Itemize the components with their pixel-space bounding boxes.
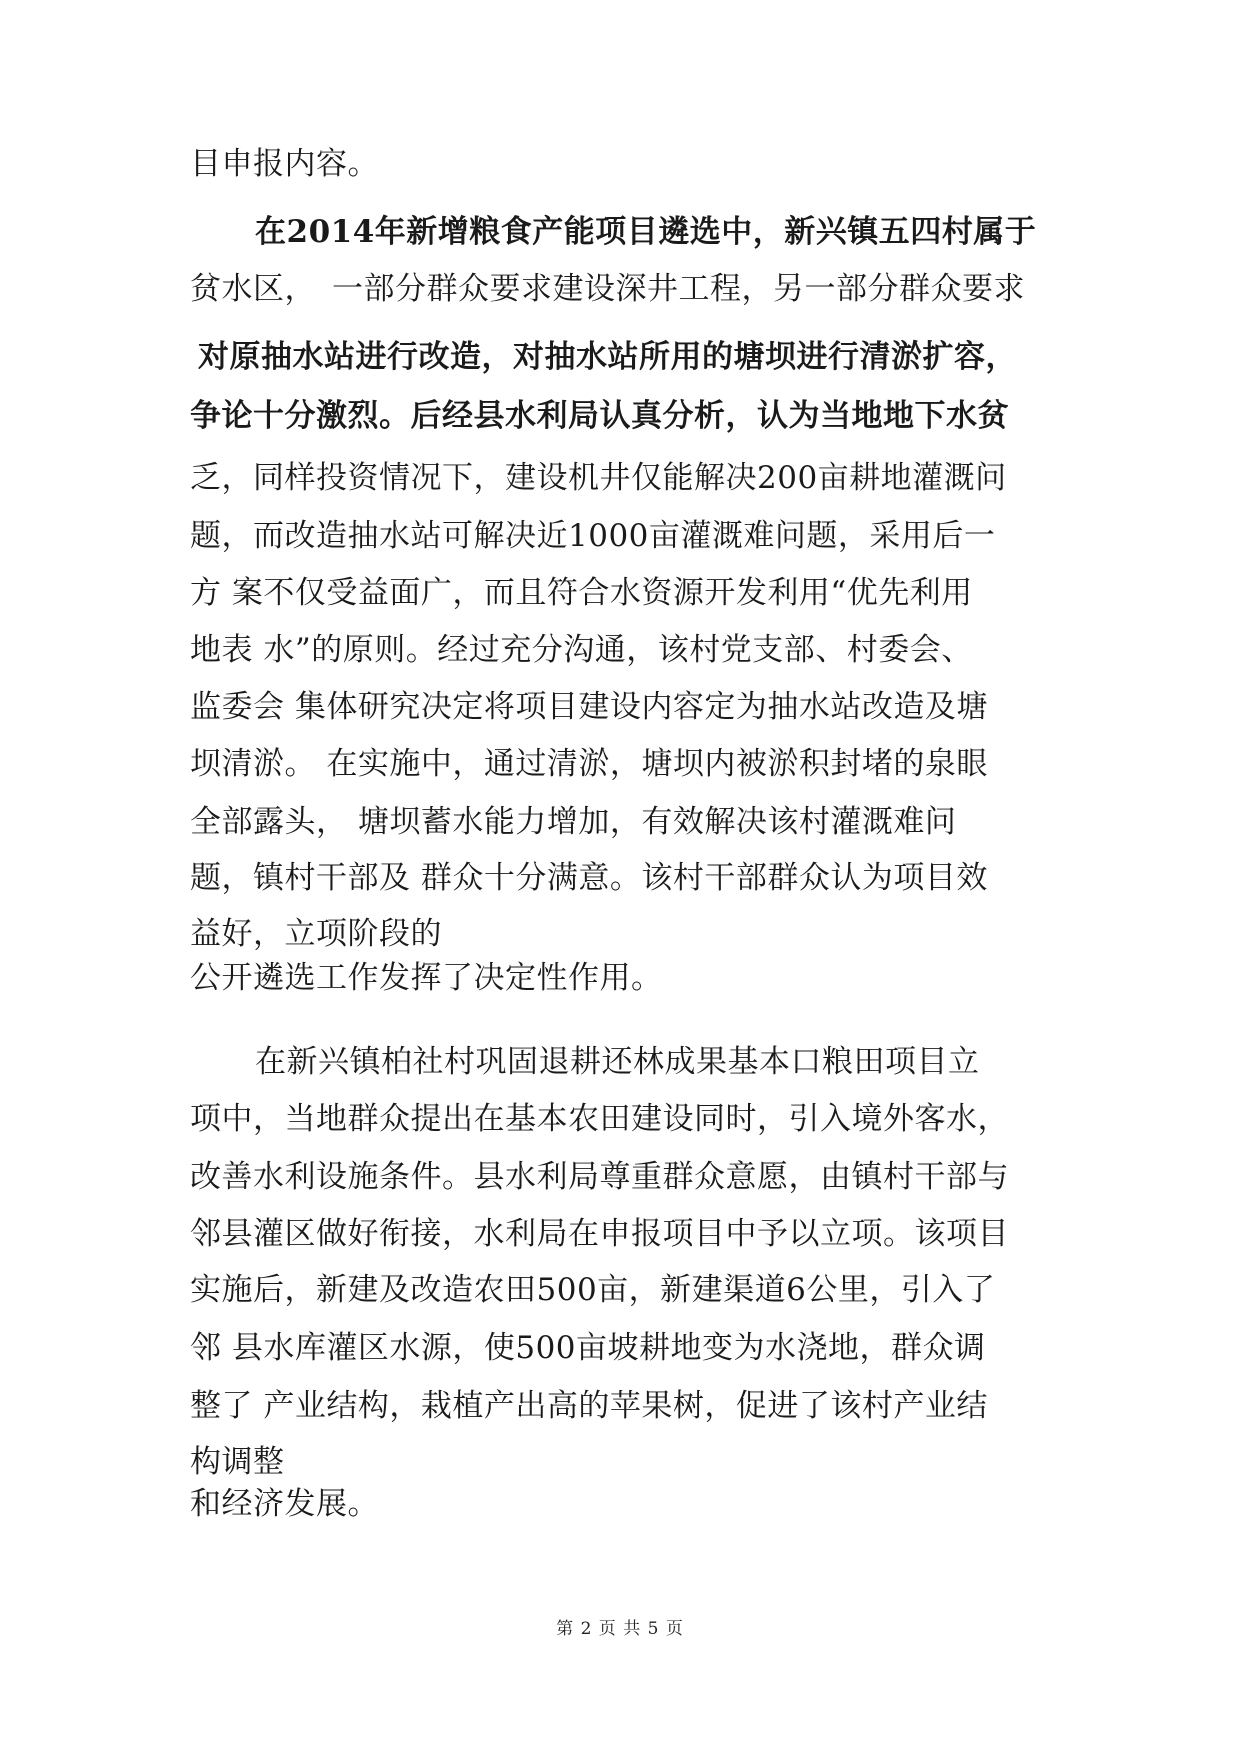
- text-line: 乏，同样投资情况下，建设机井仅能解决200亩耕地灌溉问: [190, 460, 1007, 496]
- text-line: 构调整: [190, 1444, 285, 1480]
- text-line: 监委会 集体研究决定将项目建设内容定为抽水站改造及塘: [190, 689, 988, 725]
- text-line: 在2014年新增粮食产能项目遴选中，新兴镇五四村属于: [255, 214, 1037, 250]
- text-line: 争论十分激烈。后经县水利局认真分析，认为当地地下水贫: [190, 398, 1009, 434]
- text-line: 实施后，新建及改造农田500亩，新建渠道6公里，引入了: [190, 1272, 996, 1308]
- text-line: 题，而改造抽水站可解决近1000亩灌溉难问题，采用后一: [190, 518, 996, 554]
- text-line: 整了 产业结构，栽植产出高的苹果树，促进了该村产业结: [190, 1388, 988, 1424]
- text-line: 邻 县水库灌区水源，使500亩坡耕地变为水浇地，群众调: [190, 1330, 986, 1366]
- text-line: 改善水利设施条件。县水利局尊重群众意愿，由镇村干部与: [190, 1159, 1009, 1195]
- text-line: 在新兴镇柏社村巩固退耕还林成果基本口粮田项目立: [255, 1044, 980, 1080]
- text-line: 项中，当地群众提出在基本农田建设同时，引入境外客水，: [190, 1101, 1009, 1137]
- text-line: 和经济发展。: [190, 1486, 379, 1522]
- page-number-footer: 第 2 页 共 5 页: [556, 1619, 684, 1639]
- text-line: 全部露头， 塘坝蓄水能力增加，有效解决该村灌溉难问: [190, 804, 957, 840]
- text-line: 方 案不仅受益面广，而且符合水资源开发利用“优先利用: [190, 575, 973, 611]
- text-line: 贫水区， 一部分群众要求建设深井工程，另一部分群众要求: [190, 271, 1025, 307]
- text-line: 公开遴选工作发挥了决定性作用。: [190, 960, 663, 996]
- text-line: 坝清淤。 在实施中，通过清淤，塘坝内被淤积封堵的泉眼: [190, 746, 988, 782]
- text-line: 邻县灌区做好衔接，水利局在申报项目中予以立项。该项目: [190, 1216, 1009, 1252]
- text-line: 题，镇村干部及 群众十分满意。该村干部群众认为项目效: [190, 860, 988, 896]
- text-line: 益好，立项阶段的: [190, 916, 442, 952]
- text-line: 目申报内容。: [190, 146, 379, 182]
- text-line: 对原抽水站进行改造，对抽水站所用的塘坝进行清淤扩容，: [198, 339, 1017, 375]
- text-line: 地表 水”的原则。经过充分沟通，该村党支部、村委会、: [190, 632, 973, 668]
